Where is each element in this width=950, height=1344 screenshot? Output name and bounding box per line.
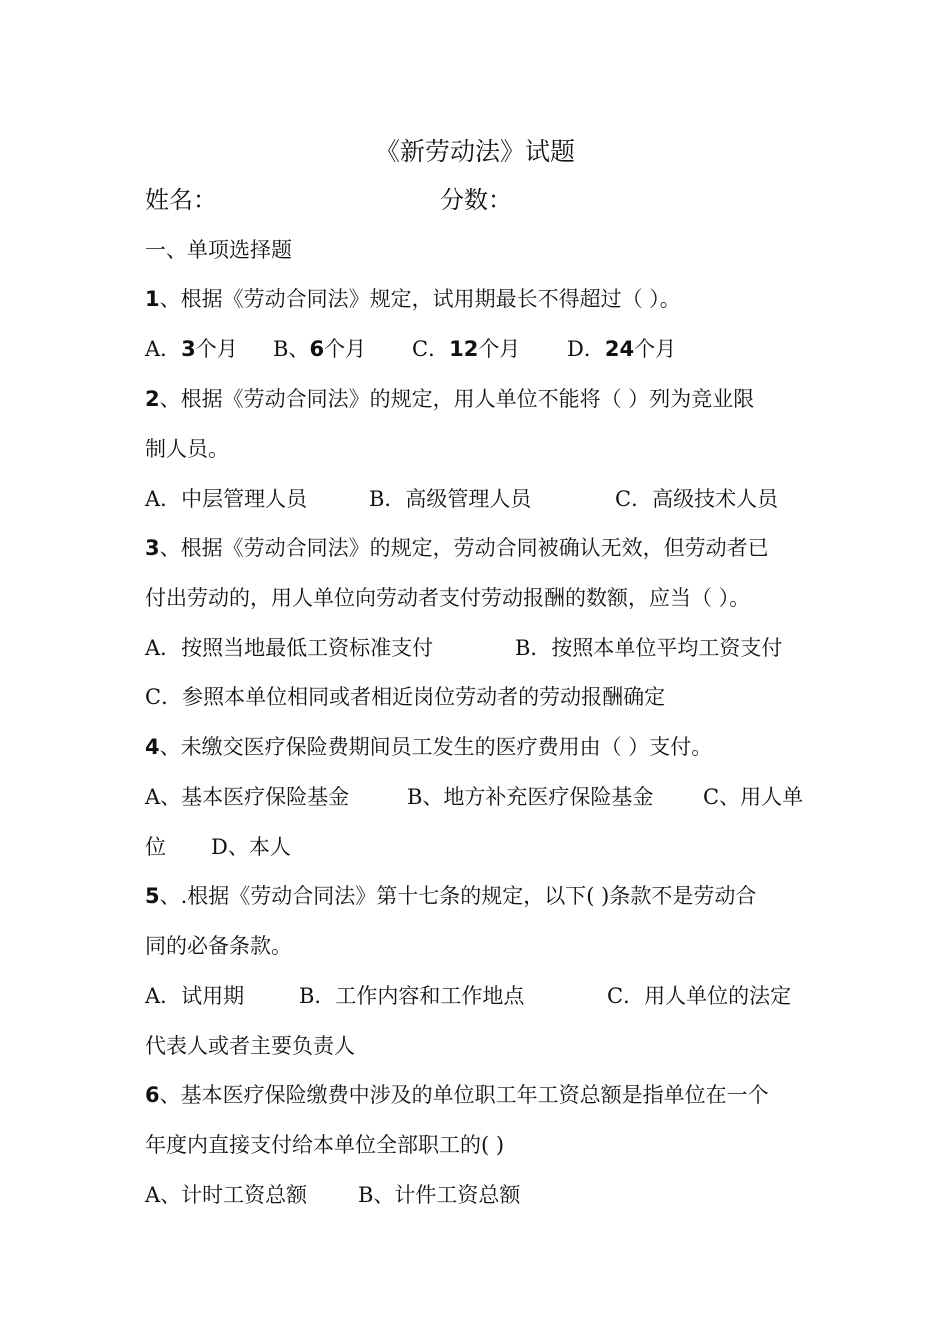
- option-5c: C．用人单位的法定: [607, 984, 792, 1008]
- option-1a: A．3个月: [145, 337, 238, 361]
- question-1-options: [145, 331, 825, 367]
- option-2a: A．中层管理人员: [145, 487, 308, 511]
- question-6-options: [145, 1177, 825, 1213]
- question-3-options-row1: [145, 630, 825, 666]
- option-3c: C．参照本单位相同或者相近岗位劳动者的劳动报酬确定: [145, 685, 666, 709]
- question-2-stem-continued: 制人员。: [145, 437, 229, 461]
- option-1c: C．12个月: [412, 337, 521, 361]
- option-6b: B、计件工资总额: [358, 1183, 521, 1207]
- question-5-text: 、.根据《劳动合同法》第十七条的规定，以下( )条款不是劳动合: [159, 884, 757, 908]
- question-4-number: 4: [145, 735, 160, 759]
- option-4a: A、基本医疗保险基金: [145, 785, 350, 809]
- question-2-text: 、根据《劳动合同法》的规定，用人单位不能将（ ）列为竞业限: [159, 387, 755, 411]
- option-4c-continued: 位: [145, 835, 166, 859]
- section-heading: 一、单项选择题: [145, 238, 292, 262]
- question-5-number: 5: [145, 884, 160, 908]
- question-3-stem-continued: 付出劳动的，用人单位向劳动者支付劳动报酬的数额，应当（ ）。: [145, 586, 751, 610]
- option-1d: D．24个月: [567, 337, 677, 361]
- score-label: 分数：: [440, 186, 512, 214]
- question-4-options-row2: [145, 829, 825, 865]
- question-3-number: 3: [145, 536, 160, 560]
- question-6-stem: [145, 1077, 825, 1113]
- question-6-number: 6: [145, 1083, 160, 1107]
- question-3-text: 、根据《劳动合同法》的规定，劳动合同被确认无效，但劳动者已: [159, 536, 769, 560]
- question-6-stem-continued: 年度内直接支付给本单位全部职工的( ): [145, 1133, 505, 1157]
- option-4b: B、地方补充医疗保险基金: [407, 785, 654, 809]
- option-6a: A、计时工资总额: [145, 1183, 308, 1207]
- question-2-number: 2: [145, 387, 160, 411]
- question-5-stem: [145, 878, 825, 914]
- question-5-stem-continued: 同的必备条款。: [145, 934, 292, 958]
- option-2c: C．高级技术人员: [615, 487, 779, 511]
- option-2b: B．高级管理人员: [369, 487, 532, 511]
- page-title: 《新劳动法》试题: [374, 137, 575, 166]
- question-1-stem: [145, 281, 825, 317]
- option-4c: C、用人单: [703, 785, 804, 809]
- option-1b: B、6个月: [273, 337, 367, 361]
- question-5-options: [145, 978, 825, 1014]
- question-3-stem: [145, 530, 825, 566]
- question-4-stem: [145, 729, 825, 765]
- option-5c-continued: 代表人或者主要负责人: [145, 1034, 355, 1058]
- question-1-text: 、根据《劳动合同法》规定，试用期最长不得超过（ ）。: [159, 287, 681, 311]
- question-1-number: 1: [145, 287, 160, 311]
- option-5b: B．工作内容和工作地点: [299, 984, 525, 1008]
- question-2-options: [145, 481, 825, 517]
- name-label: 姓名：: [145, 186, 217, 214]
- question-2-stem: [145, 381, 825, 417]
- option-5a: A．试用期: [145, 984, 245, 1008]
- option-3b: B．按照本单位平均工资支付: [515, 636, 783, 660]
- question-4-options-row1: [145, 779, 825, 815]
- option-3a: A．按照当地最低工资标准支付: [145, 636, 434, 660]
- question-4-text: 、未缴交医疗保险费期间员工发生的医疗费用由（ ）支付。: [159, 735, 713, 759]
- question-6-text: 、基本医疗保险缴费中涉及的单位职工年工资总额是指单位在一个: [159, 1083, 769, 1107]
- option-4d: D、本人: [211, 835, 291, 859]
- name-score-row: [145, 182, 825, 218]
